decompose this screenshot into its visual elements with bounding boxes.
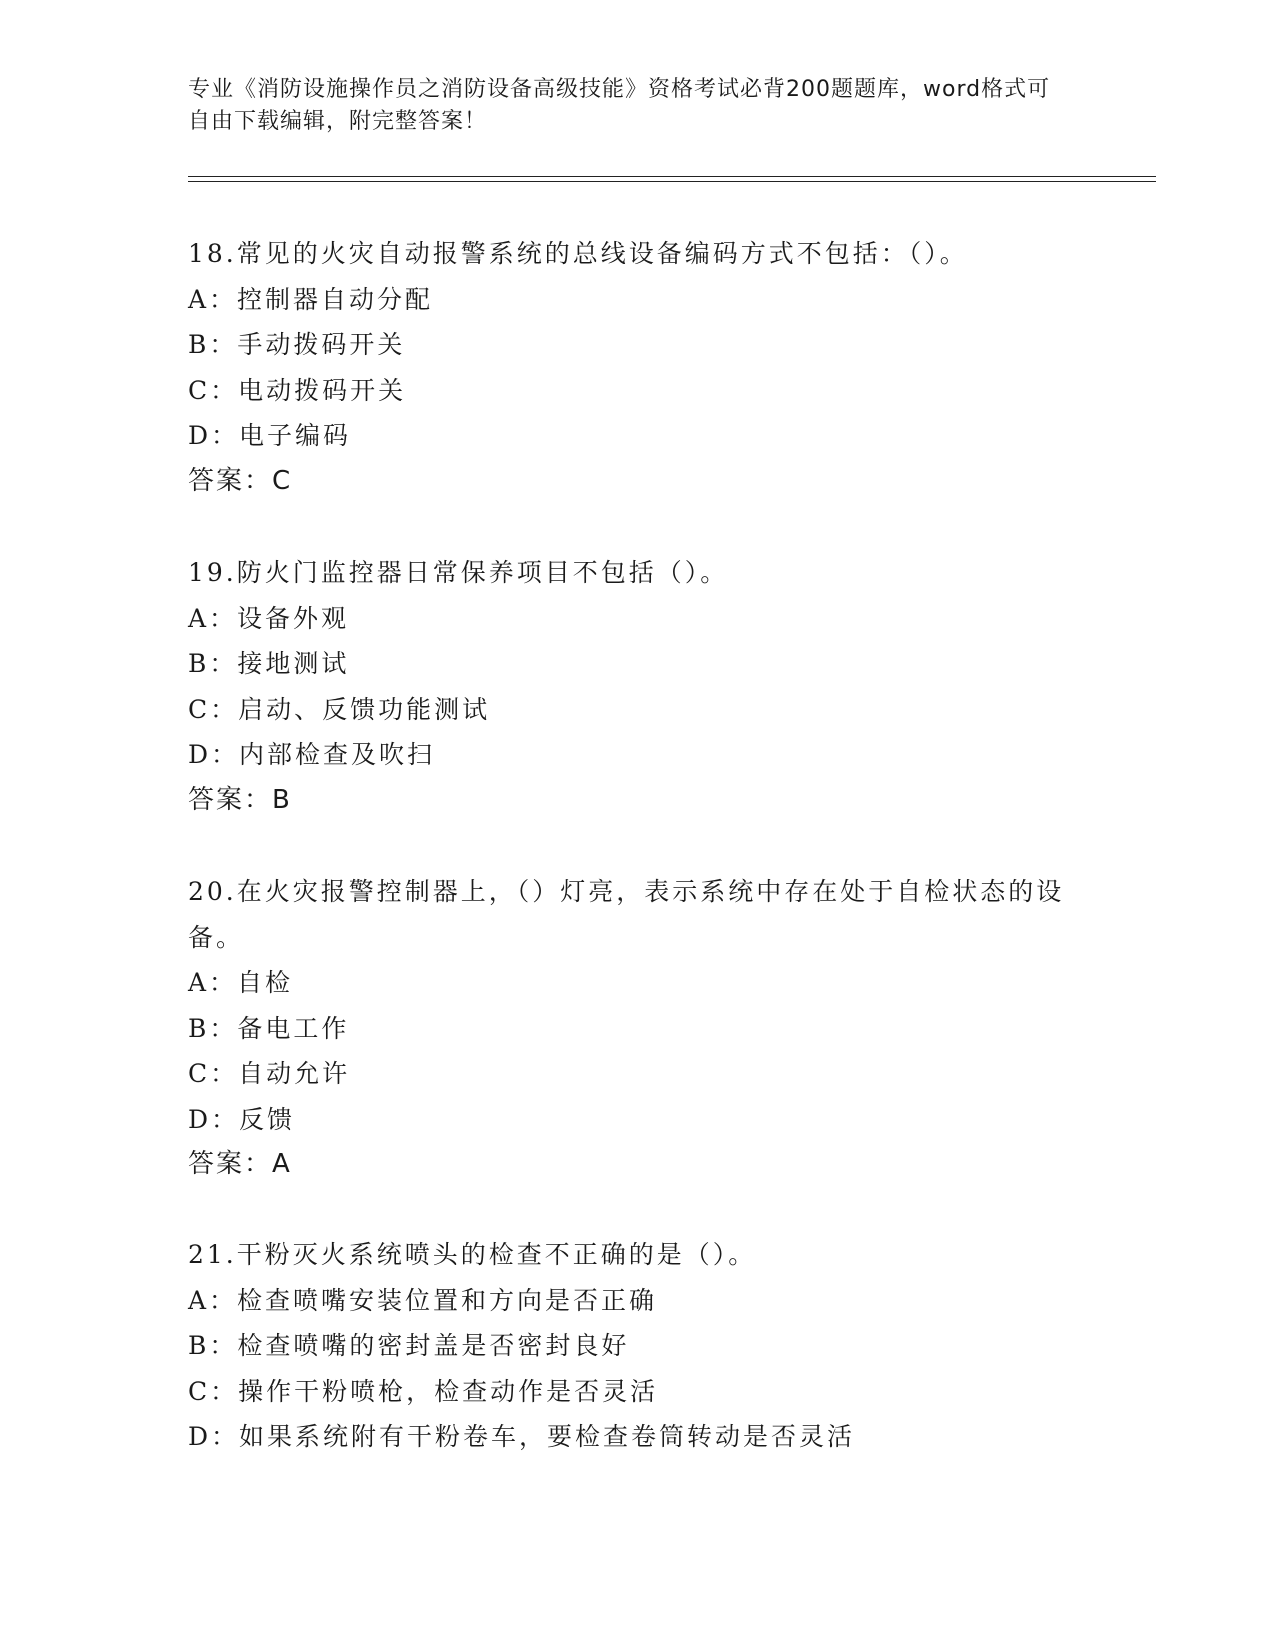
- option-c: C：电动拨码开关: [188, 375, 407, 405]
- answer-line: 答案：A: [188, 1149, 292, 1179]
- option-c: C：启动、反馈功能测试: [188, 694, 491, 724]
- option-d: D：如果系统附有干粉卷车，要检查卷筒转动是否灵活: [188, 1422, 856, 1451]
- question-stem: 20.在火灾报警控制器上，（）灯亮，表示系统中存在处于自检状态的设备。: [188, 877, 1065, 952]
- header-rule-top: [188, 176, 1156, 177]
- answer-line: 答案：C: [188, 465, 293, 496]
- option-b: B：检查喷嘴的密封盖是否密封良好: [188, 1331, 630, 1360]
- option-c: C：自动允许: [188, 1059, 351, 1088]
- option-a: A：控制器自动分配: [188, 284, 434, 314]
- header-rule-bottom: [188, 181, 1156, 182]
- question-stem: 19.防火门监控器日常保养项目不包括（）。: [188, 558, 729, 587]
- option-c: C：操作干粉喷枪，检查动作是否灵活: [188, 1376, 659, 1406]
- option-b: B：备电工作: [188, 1013, 350, 1043]
- question-stem: 18.常见的火灾自动报警系统的总线设备编码方式不包括：（）。: [188, 239, 968, 268]
- option-d: D：反馈: [188, 1104, 296, 1134]
- option-a: A：检查喷嘴安装位置和方向是否正确: [188, 1285, 658, 1315]
- document-header: 专业《消防设施操作员之消防设备高级技能》资格考试必背200题题库，word格式可自由下载编辑，附完整答案！: [188, 77, 1051, 134]
- option-d: D：内部检查及吹扫: [188, 740, 436, 769]
- option-b: B：接地测试: [188, 649, 350, 678]
- question-18: [188, 231, 1088, 504]
- answer-line: 答案：B: [188, 784, 292, 815]
- option-a: A：设备外观: [188, 603, 350, 633]
- option-a: A：自检: [188, 968, 294, 997]
- question-21: [188, 1232, 1088, 1460]
- option-b: B：手动拨码开关: [188, 330, 406, 359]
- option-d: D：电子编码: [188, 421, 352, 450]
- question-stem: 21.干粉灭火系统喷头的检查不正确的是（）。: [188, 1240, 757, 1269]
- question-20: [188, 869, 1088, 1188]
- question-19: [188, 550, 1088, 823]
